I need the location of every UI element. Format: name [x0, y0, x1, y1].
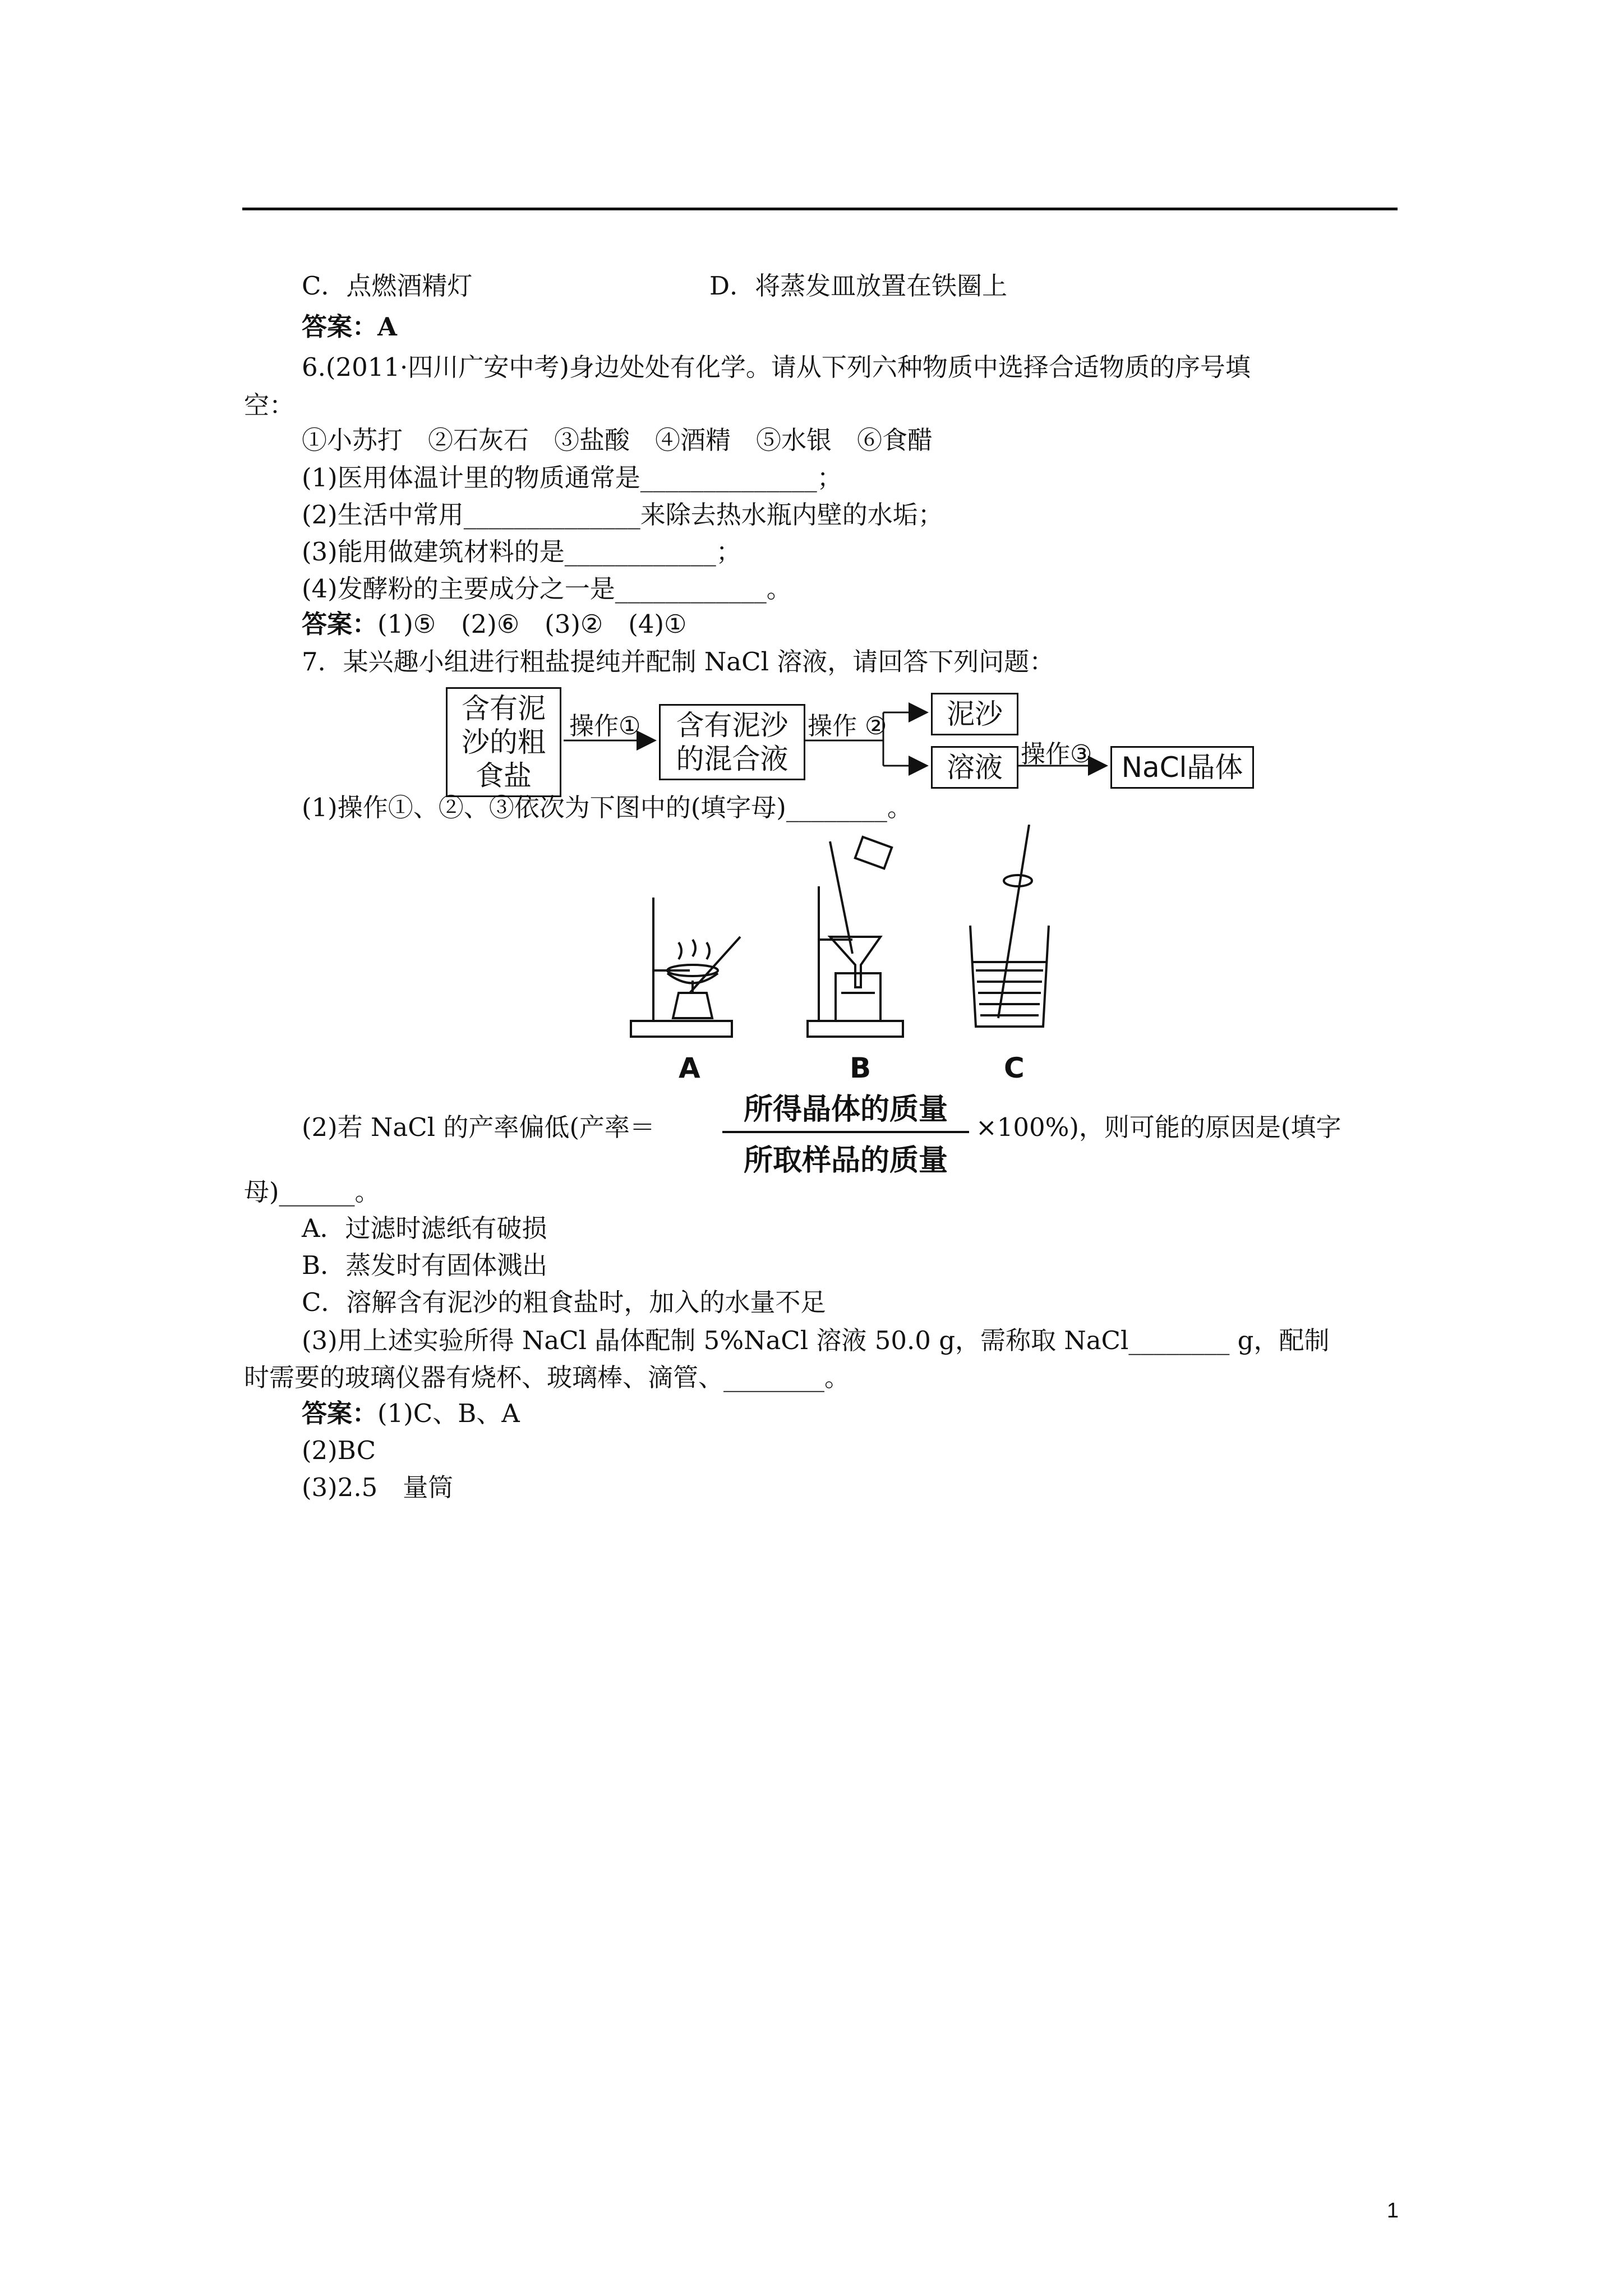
option-b: B．蒸发时有固体溅出	[302, 1250, 548, 1280]
flow-op1-label: 操作①	[569, 712, 641, 740]
flow-box-mixture: 含有泥沙 的混合液	[659, 704, 805, 780]
answer-7-line1	[302, 1397, 520, 1430]
fraction-bar	[722, 1131, 969, 1133]
flow-box-crude-salt: 含有泥 沙的粗 食盐	[446, 687, 561, 797]
question-6-part3: (3)能用做建筑材料的是____________；	[302, 537, 741, 567]
fraction-denominator: 所取样品的质量	[743, 1144, 948, 1177]
question-7: 7．某兴趣小组进行粗盐提纯并配制 NaCl 溶液，请回答下列问题：	[302, 647, 1055, 677]
header-rule	[242, 208, 1398, 210]
answer-7-part2: (2)BC	[302, 1435, 376, 1465]
flow-box-solution: 溶液	[931, 746, 1018, 789]
option-c-text: C．点燃酒精灯	[302, 271, 473, 301]
question-7-part2-line1-start: (2)若 NaCl 的产率偏低(产率＝	[302, 1112, 655, 1142]
fraction-numerator: 所得晶体的质量	[743, 1093, 948, 1126]
page-number: 1	[1386, 2199, 1399, 2223]
answer-5: 答案：A	[302, 312, 397, 342]
question-6-part4: (4)发酵粉的主要成分之一是____________。	[302, 574, 792, 604]
question-6-options: ①小苏打 ②石灰石 ③盐酸 ④酒精 ⑤水银 ⑥食醋	[302, 425, 933, 455]
flow-box-sand: 泥沙	[931, 693, 1018, 735]
question-6-part2: (2)生活中常用______________来除去热水瓶内壁的水垢；	[302, 500, 943, 530]
flowchart	[446, 687, 1253, 802]
answer-6-value: (1)⑤ (2)⑥ (3)② (4)①	[377, 609, 687, 639]
flow-op2-label: 操作 ②	[808, 712, 887, 740]
question-6-part1: (1)医用体温计里的物质通常是______________；	[302, 463, 842, 493]
apparatus-a-evaporation	[631, 898, 740, 1037]
apparatus-figure	[606, 825, 1088, 1088]
answer-7-label: 答案：	[302, 1398, 378, 1428]
answer-6	[302, 608, 686, 641]
question-7-part2-line1-end: ×100%)，则可能的原因是(填字	[976, 1112, 1341, 1142]
apparatus-label-c: C	[1004, 1052, 1025, 1084]
answer-6-label: 答案：	[302, 609, 378, 639]
question-6-line1: 6.(2011·四川广安中考)身边处处有化学。请从下列六种物质中选择合适物质的序号填	[302, 352, 1251, 382]
yield-fraction	[722, 1085, 969, 1179]
question-6-line2: 空：	[244, 390, 295, 420]
apparatus-b-filtration	[808, 837, 903, 1037]
flow-box-nacl-crystal: NaCl晶体	[1110, 746, 1254, 789]
option-c: C．溶解含有泥沙的粗食盐时，加入的水量不足	[302, 1287, 826, 1317]
answer-7-part3: (3)2.5 量筒	[302, 1473, 454, 1502]
question-7-part2-line2: 母)______。	[244, 1177, 380, 1207]
option-d-text: D．将蒸发皿放置在铁圈上	[709, 271, 1008, 301]
option-a: A．过滤时滤纸有破损	[302, 1213, 547, 1243]
answer-7-part1: (1)C、B、A	[377, 1398, 520, 1428]
apparatus-c-dissolving	[970, 825, 1049, 1027]
question-7-part3-line2: 时需要的玻璃仪器有烧杯、玻璃棒、滴管、________。	[244, 1363, 850, 1392]
apparatus-label-a: A	[679, 1052, 700, 1084]
apparatus-label-b: B	[850, 1052, 872, 1084]
question-7-part3-line1: (3)用上述实验所得 NaCl 晶体配制 5%NaCl 溶液 50.0 g，需称取 NaCl________ g，配制	[302, 1326, 1330, 1355]
flow-op3-label: 操作③	[1021, 740, 1092, 769]
question-7-part1: (1)操作①、②、③依次为下图中的(填字母)________。	[302, 793, 912, 822]
apparatus-drawings	[606, 825, 1088, 1055]
